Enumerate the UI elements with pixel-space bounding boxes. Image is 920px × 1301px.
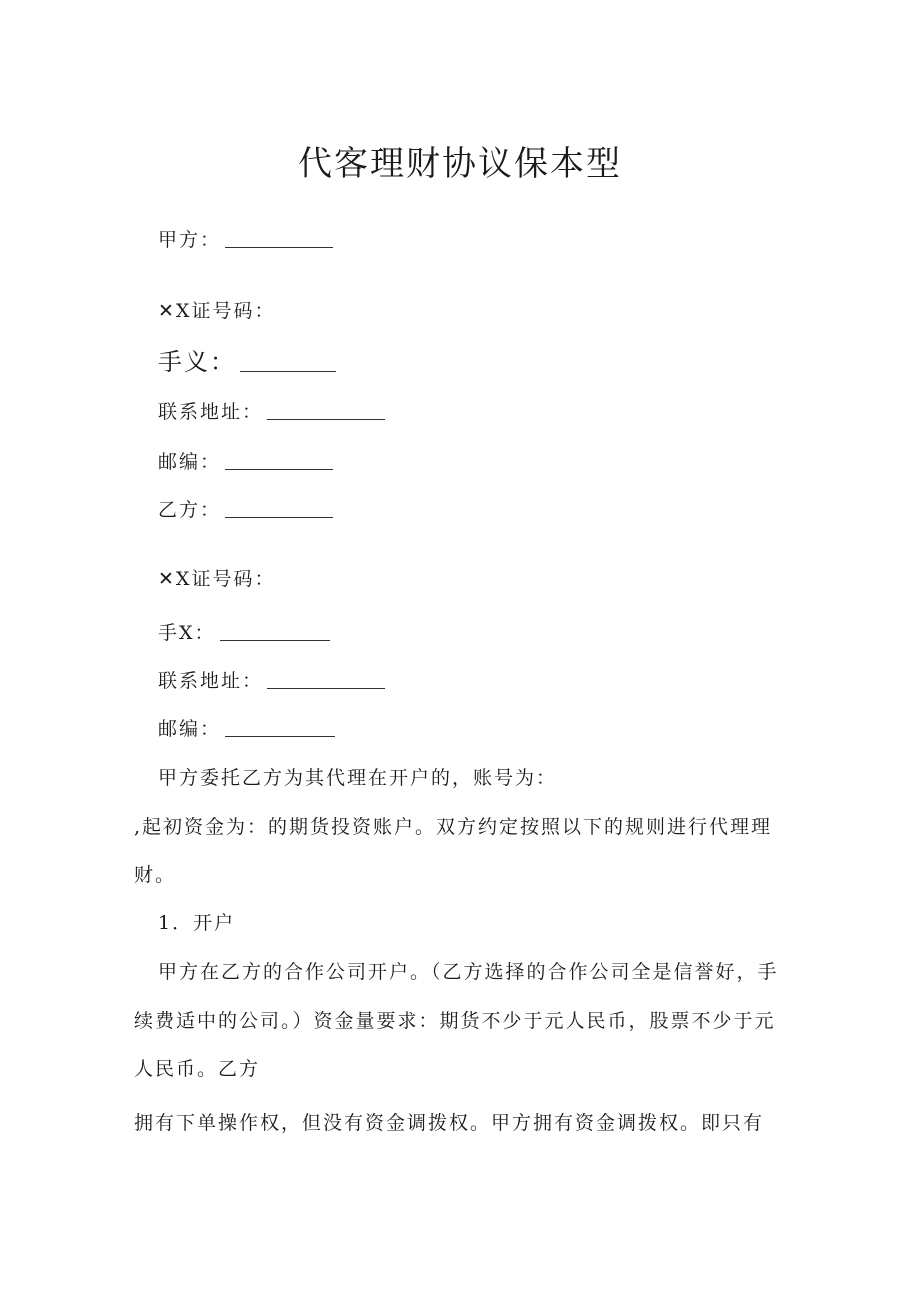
section-1-line-4: 拥有下单操作权，但没有资金调拨权。甲方拥有资金调拨权。即只有 [134,1112,765,1134]
party-b-address-blank[interactable] [267,670,385,689]
document-title: 代客理财协议保本型 [298,144,622,184]
party-a-postcode-label: 邮编： [158,451,222,473]
party-a-id-label: ✕X证号码： [158,300,276,322]
party-a-field [158,226,333,254]
party-b-postcode-label: 邮编： [158,718,222,740]
party-b-phone-field [158,619,330,647]
section-1-line-1: 甲方在乙方的合作公司开户。（乙方选择的合作公司全是信誉好，手 [158,961,779,983]
party-a-address-label: 联系地址： [158,401,264,423]
party-a-postcode-blank[interactable] [225,451,333,470]
party-b-id-field [158,565,275,593]
party-a-id-field [158,297,275,325]
party-b-postcode-field [158,715,335,743]
party-b-field [158,496,333,524]
party-a-phone-label: 手义： [158,348,236,376]
party-b-postcode-blank[interactable] [225,718,335,737]
party-a-postcode-field [158,448,333,476]
party-b-label: 乙方： [158,499,222,521]
party-a-label: 甲方： [158,229,222,251]
party-b-phone-blank[interactable] [220,622,330,641]
section-1-heading: 1．开户 [158,912,236,934]
party-a-address-field [158,398,385,426]
party-b-id-label: ✕X证号码： [158,568,276,590]
intro-line-2: ,起初资金为：的期货投资账户。双方约定按照以下的规则进行代理理 [134,816,773,838]
party-a-phone-field [158,345,336,379]
party-a-phone-blank[interactable] [240,353,336,372]
section-1-line-3: 人民币。乙方 [134,1058,261,1080]
party-a-blank[interactable] [225,229,333,248]
party-b-address-field [158,667,385,695]
party-b-blank[interactable] [225,499,333,518]
party-a-address-blank[interactable] [267,401,385,420]
intro-line-3: 财。 [134,864,177,886]
intro-line-1: 甲方委托乙方为其代理在开户的，账号为： [158,767,558,789]
section-1-line-2: 续费适中的公司。）资金量要求：期货不少于元人民币，股票不少于元 [134,1010,776,1032]
party-b-phone-label: 手X： [158,622,216,644]
party-b-address-label: 联系地址： [158,670,264,692]
